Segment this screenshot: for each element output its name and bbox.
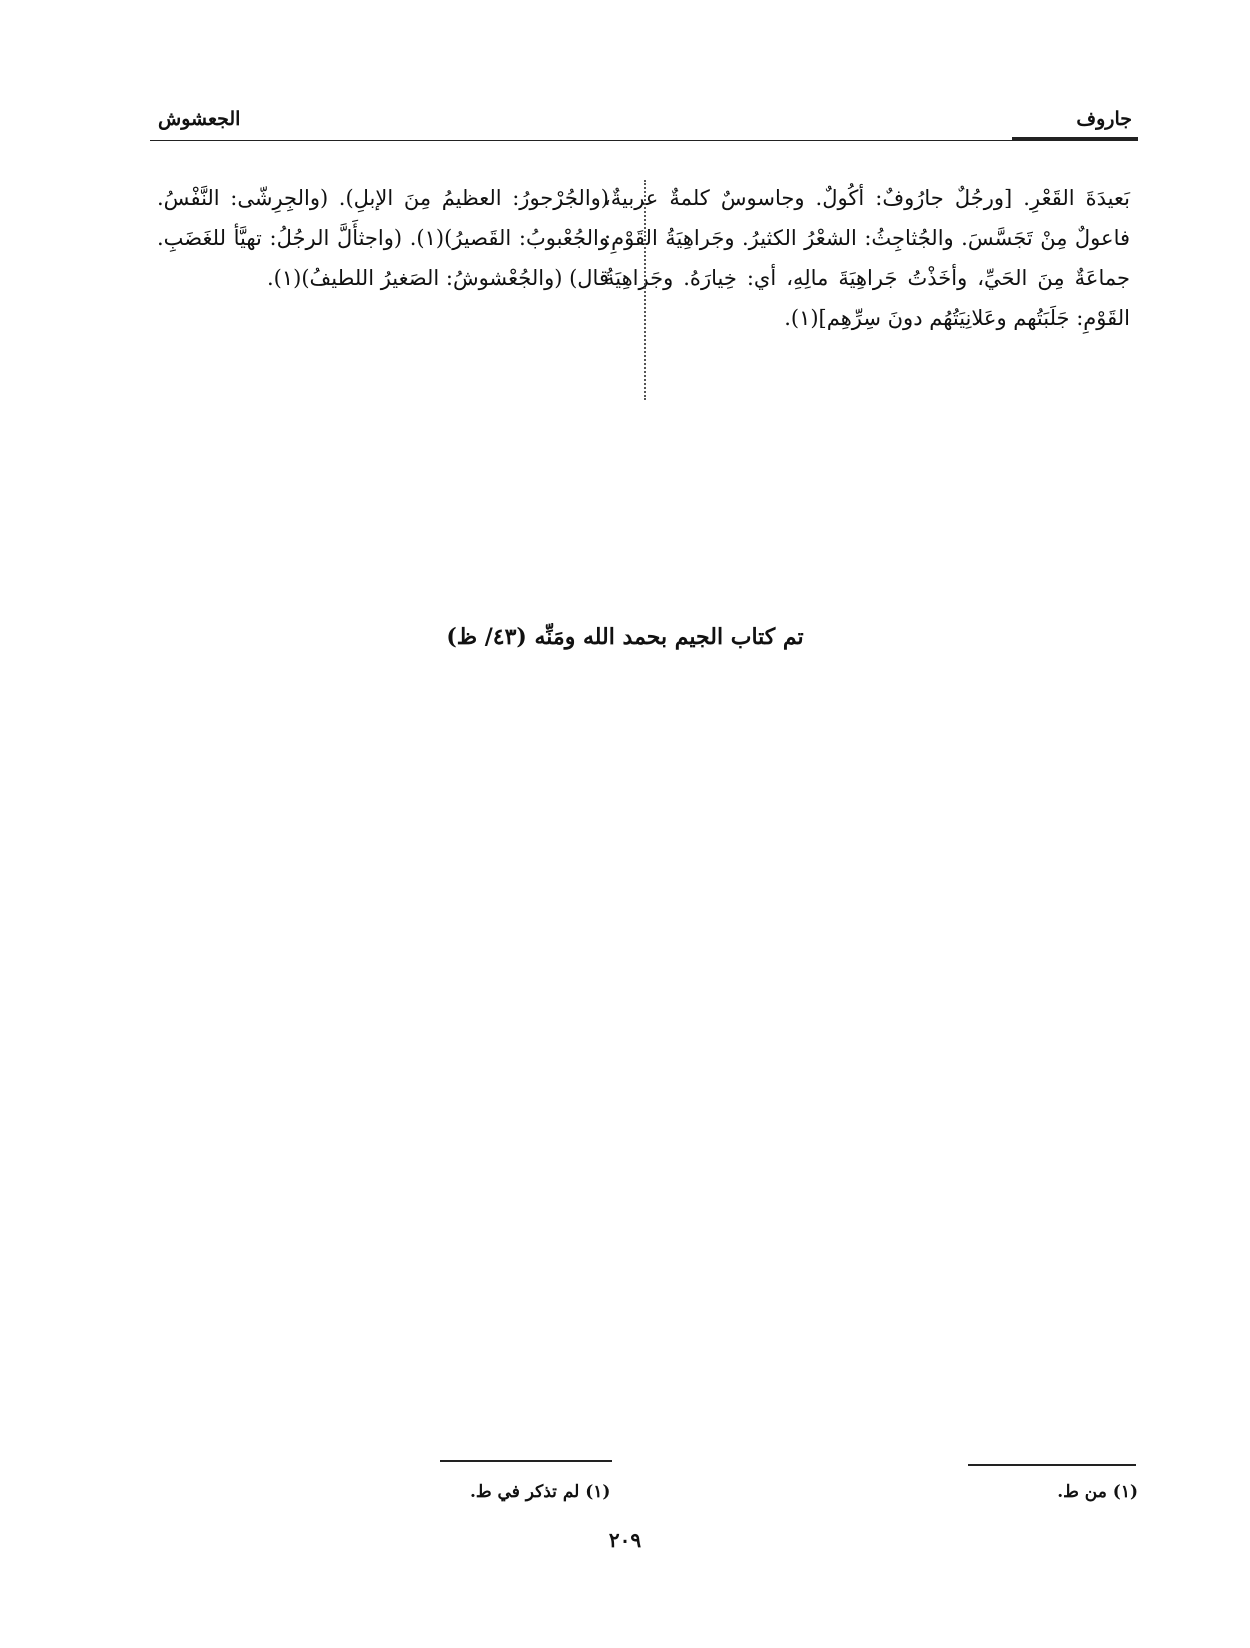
header-rule	[150, 140, 1138, 141]
footnote-right: (١) من ط.	[1057, 1482, 1138, 1502]
footnote-rule-left	[440, 1460, 612, 1462]
text-column-left: (والجُرْجورُ: العظيمُ مِنَ الإبلِ). (والجِرِشّى: النَّفْسُ. والجُعْبوبُ: القَصيرُ)(١). (واجثأَلَّ الرجُلُ: تهيَّأ للغَضَبِ. قال) (والجُعْشوشُ: الصَغيرُ اللطيفُ)(١).	[157, 186, 609, 290]
footnote-left: (١) لم تذكر في ط.	[470, 1482, 611, 1502]
colophon: تم كتاب الجيم بحمد الله ومَنِّه (٤٣/ ظ)	[446, 624, 804, 650]
running-header-right: جاروف	[1076, 108, 1132, 130]
header-rule-thick-segment	[1012, 137, 1138, 140]
text-column-right: بَعيدَةَ القَعْرِ. [ورجُلٌ جارُوفٌ: أكُولٌ. وجاسوسٌ كلمةٌ عربيةٌ، فاعولٌ مِنْ تَجَسَّسَ. والجُثاجِثُ: الشعْرُ الكثيرُ. وجَراهِيَةُ القَوْمِ: جماعَةٌ مِنَ الحَيِّ، وأخَذْتُ جَراهِيَةَ مالِهِ، أي: خِيارَهُ. وجَراهِيَةُ القَوْمِ: جَلَبَتُهم وعَلانِيَتُهُم دونَ سِرِّهِم](١).	[604, 186, 1130, 330]
column-separator	[644, 180, 646, 400]
running-header-left: الجعشوش	[158, 108, 241, 130]
page-number: ٢٠٩	[608, 1528, 642, 1552]
footnote-rule-right	[968, 1464, 1136, 1466]
